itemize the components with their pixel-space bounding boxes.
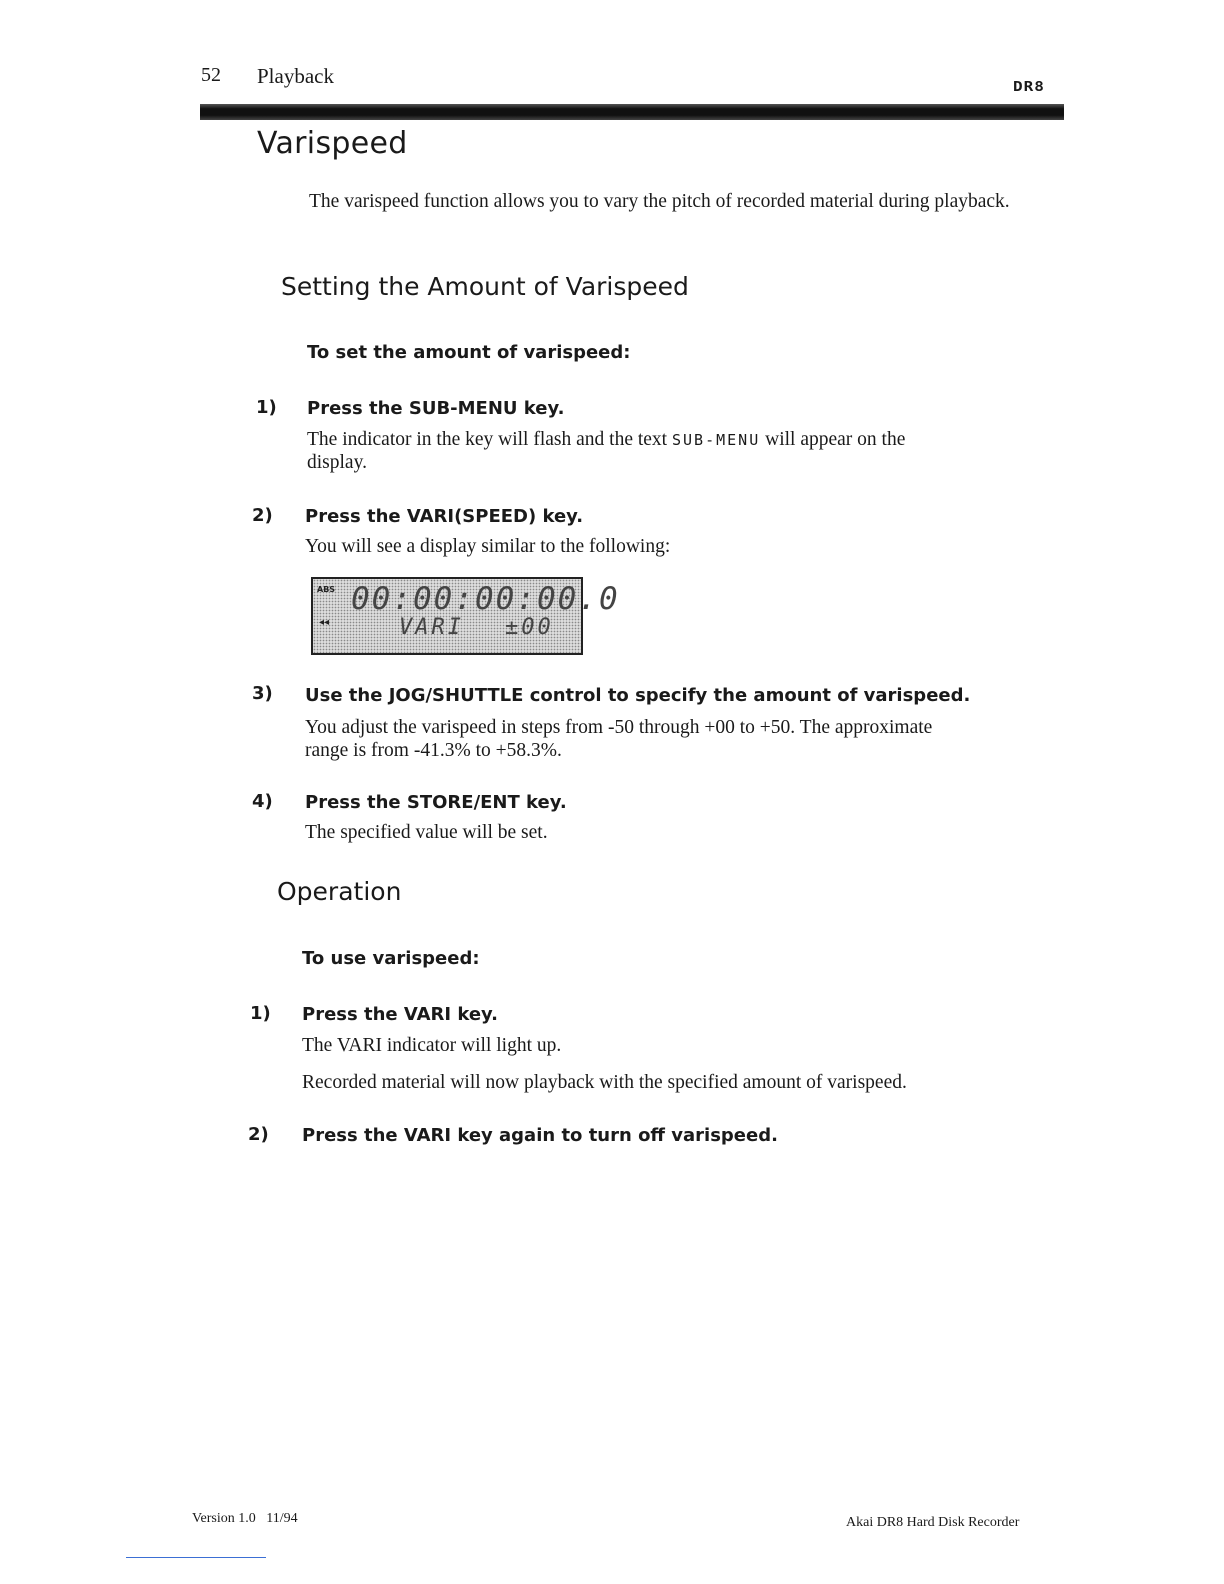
step-number: 4) bbox=[252, 791, 273, 812]
vari-label: VARI bbox=[399, 615, 464, 640]
step-heading: Press the VARI key. bbox=[302, 1004, 498, 1025]
step-number: 2) bbox=[248, 1124, 269, 1145]
step-text: The VARI indicator will light up. bbox=[302, 1035, 562, 1056]
rewind-indicator-icon: ◂◂ bbox=[319, 617, 330, 628]
time-readout: 00:00:00:00.0 bbox=[351, 581, 620, 617]
step-number: 2) bbox=[252, 505, 273, 526]
step-text: You will see a display similar to the following: bbox=[305, 536, 671, 557]
intro-paragraph: The varispeed function allows you to vary the pitch of recorded material during playback. bbox=[309, 191, 1010, 212]
step-text-after: will appear on the bbox=[765, 429, 906, 450]
setting-lead: To set the amount of varispeed: bbox=[307, 342, 631, 363]
step-heading: Press the STORE/ENT key. bbox=[305, 792, 567, 813]
footer-version: Version 1.0 11/94 bbox=[192, 1511, 298, 1526]
lcd-display bbox=[311, 577, 620, 655]
dr8-logo: DR8 bbox=[1013, 78, 1045, 95]
step-text-line2: display. bbox=[307, 452, 367, 473]
footer-product: Akai DR8 Hard Disk Recorder bbox=[846, 1515, 1020, 1530]
step-heading: Use the JOG/SHUTTLE control to specify the amount of varispeed. bbox=[305, 685, 971, 706]
header-rule bbox=[200, 104, 1064, 120]
step-text: The specified value will be set. bbox=[305, 822, 548, 843]
step-heading: Press the VARI key again to turn off varispeed. bbox=[302, 1125, 778, 1146]
step-number: 1) bbox=[250, 1003, 271, 1024]
operation-lead: To use varispeed: bbox=[302, 948, 480, 969]
step-number: 3) bbox=[252, 683, 273, 704]
section-name: Playback bbox=[257, 64, 334, 88]
vari-value: ±00 bbox=[505, 615, 554, 640]
submenu-display-text: SUB-MENU bbox=[671, 431, 761, 449]
step-text-line2: Recorded material will now playback with the specified amount of varispeed. bbox=[302, 1072, 907, 1093]
step-text-line2: range is from -41.3% to +58.3%. bbox=[305, 740, 562, 761]
step-number: 1) bbox=[256, 397, 277, 418]
step-heading: Press the SUB-MENU key. bbox=[307, 398, 565, 419]
bottom-divider bbox=[126, 1557, 266, 1558]
step-heading: Press the VARI(SPEED) key. bbox=[305, 506, 584, 527]
page-title: Varispeed bbox=[257, 126, 408, 161]
setting-heading: Setting the Amount of Varispeed bbox=[281, 272, 689, 301]
page-number: 52 bbox=[201, 64, 221, 86]
abs-indicator: ABS bbox=[317, 585, 336, 594]
step-text-before: The indicator in the key will flash and the text bbox=[307, 429, 668, 450]
step-text: You adjust the varispeed in steps from -50 through +00 to +50. The approximate bbox=[305, 717, 933, 738]
step-text bbox=[307, 428, 905, 452]
operation-heading: Operation bbox=[277, 877, 402, 906]
